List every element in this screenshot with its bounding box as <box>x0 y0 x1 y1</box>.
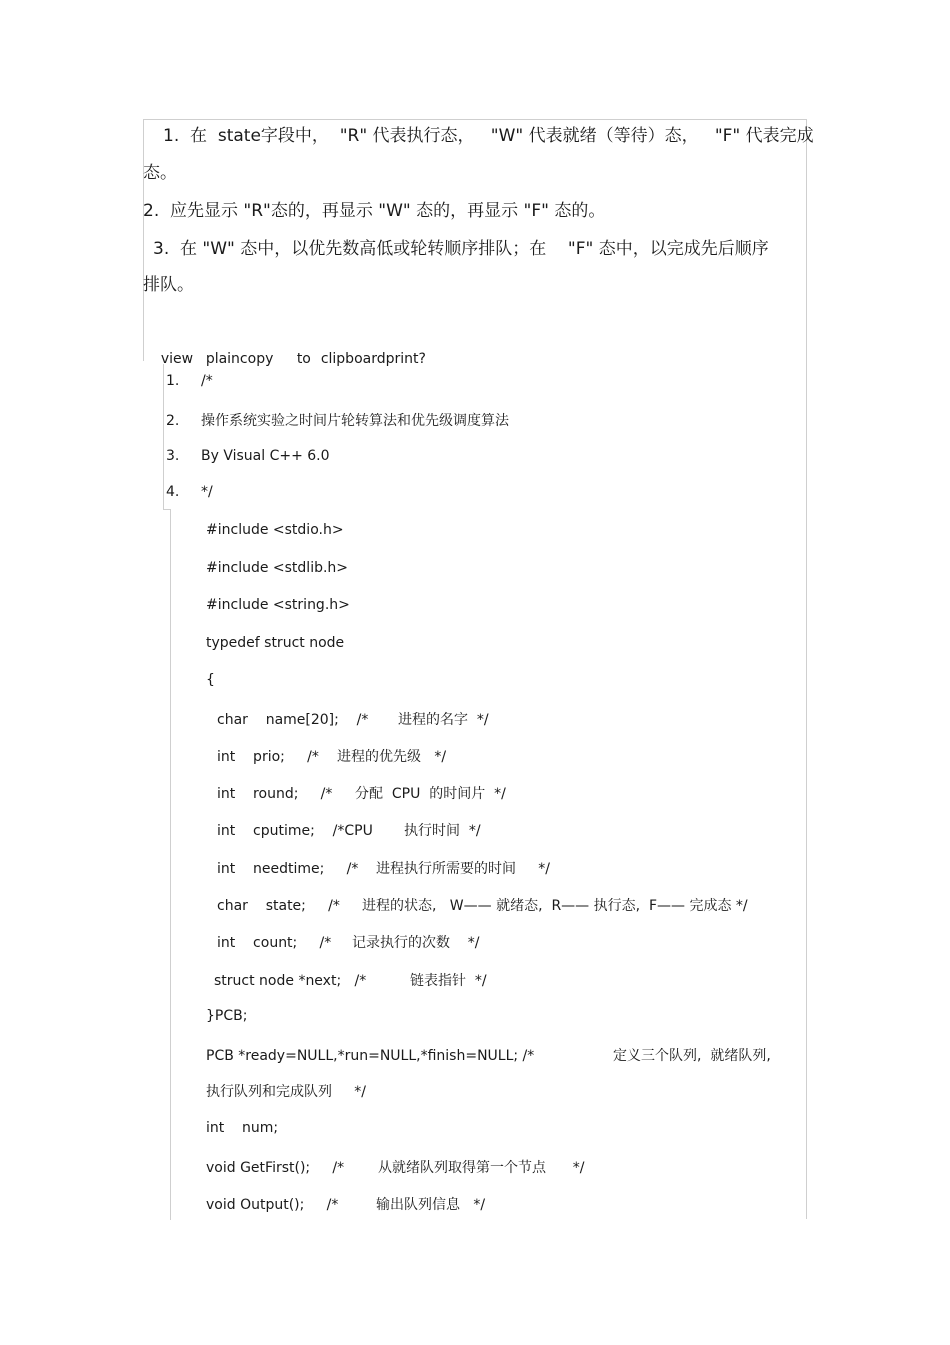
code-line-field-round <box>217 783 506 803</box>
code-decl: void GetFirst(); /* <box>206 1160 345 1176</box>
code-block-border <box>170 510 171 1220</box>
requirement-1-line-1: 1. 在 state字段中， "R" 代表执行态， "W" 代表就绪（等待）态， "F" 代表完成 <box>163 126 814 146</box>
line-text: /* <box>201 373 213 389</box>
code-line-open-brace: { <box>206 672 215 688</box>
requirement-1-line-2: 态。 <box>143 163 177 183</box>
code-line-include-stdio: #include <stdio.h> <box>206 522 344 538</box>
list-item <box>166 373 213 389</box>
list-item <box>166 448 330 464</box>
clipboard-print-link[interactable]: clipboardprint? <box>320 351 426 367</box>
list-item <box>166 410 509 430</box>
frame-right-border <box>806 119 807 1219</box>
frame-top-border <box>143 119 807 120</box>
line-number: 3. <box>166 448 180 464</box>
code-decl: int round; /* <box>217 786 333 802</box>
code-line-close-pcb: }PCB; <box>206 1008 248 1024</box>
code-comment: 进程执行所需要的时间 */ <box>376 861 550 877</box>
plaincopy-link[interactable]: plaincopy <box>205 351 274 367</box>
code-line-field-prio <box>217 746 446 766</box>
code-comment: 进程的名字 */ <box>398 712 489 728</box>
line-text: */ <box>201 484 213 500</box>
code-line-output <box>206 1194 485 1214</box>
code-line-field-name <box>217 709 489 729</box>
code-comment: 定义三个队列, 就绪队列, <box>613 1048 771 1064</box>
comment-list-border <box>163 364 164 510</box>
code-comment: 链表指针 */ <box>410 973 487 989</box>
code-comment: 进程的优先级 */ <box>337 749 447 765</box>
code-decl: int prio; /* <box>217 749 319 765</box>
code-line-include-stdlib: #include <stdlib.h> <box>206 560 349 576</box>
list-item <box>166 484 213 500</box>
code-comment: 从就绪队列取得第一个节点 */ <box>378 1160 585 1176</box>
code-line-pcb-queues <box>206 1045 771 1065</box>
line-number: 4. <box>166 484 180 500</box>
view-link[interactable]: view <box>160 351 194 367</box>
code-decl: int needtime; /* <box>217 861 359 877</box>
line-text: 操作系统实验之时间片轮转算法和优先级调度算法 <box>201 413 509 429</box>
code-line-field-count <box>217 932 480 952</box>
code-line-typedef: typedef struct node <box>206 635 345 651</box>
code-line-include-string: #include <string.h> <box>206 597 350 613</box>
code-decl: char state; /* <box>217 898 340 914</box>
code-line-field-state <box>217 895 748 915</box>
code-line-field-cputime <box>217 820 481 840</box>
code-line-pcb-queues-cont: 执行队列和完成队列 */ <box>206 1084 366 1100</box>
code-decl: char name[20]; /* <box>217 712 369 728</box>
code-decl: struct node *next; /* <box>214 973 367 989</box>
code-decl: int count; /* <box>217 935 332 951</box>
code-comment: 进程的状态, W—— 就绪态, R—— 执行态, F—— 完成态 */ <box>362 898 748 914</box>
code-line-field-next <box>214 970 487 990</box>
requirement-3-line-2: 排队。 <box>143 275 194 295</box>
line-text: By Visual C++ 6.0 <box>201 448 330 464</box>
line-number: 2. <box>166 413 180 429</box>
code-decl: void Output(); /* <box>206 1197 339 1213</box>
code-line-field-needtime <box>217 858 550 878</box>
code-line-getfirst <box>206 1157 584 1177</box>
requirement-2: 2. 应先显示 "R"态的，再显示 "W" 态的，再显示 "F" 态的。 <box>143 201 606 221</box>
code-line-num: int num; <box>206 1120 279 1136</box>
to-text: to <box>296 351 311 367</box>
code-comment: 输出队列信息 */ <box>376 1197 486 1213</box>
code-comment: 分配 CPU 的时间片 */ <box>355 786 506 802</box>
code-decl: PCB *ready=NULL,*run=NULL,*finish=NULL; /* <box>206 1048 535 1064</box>
frame-left-border <box>143 119 144 361</box>
requirement-3-line-1: 3. 在 "W" 态中，以优先数高低或轮转顺序排队；在 "F" 态中，以完成先后顺序 <box>153 239 769 259</box>
code-decl: int cputime; /*CPU <box>217 823 373 839</box>
code-comment: 执行时间 */ <box>404 823 481 839</box>
line-number: 1. <box>166 373 180 389</box>
code-comment: 记录执行的次数 */ <box>352 935 480 951</box>
